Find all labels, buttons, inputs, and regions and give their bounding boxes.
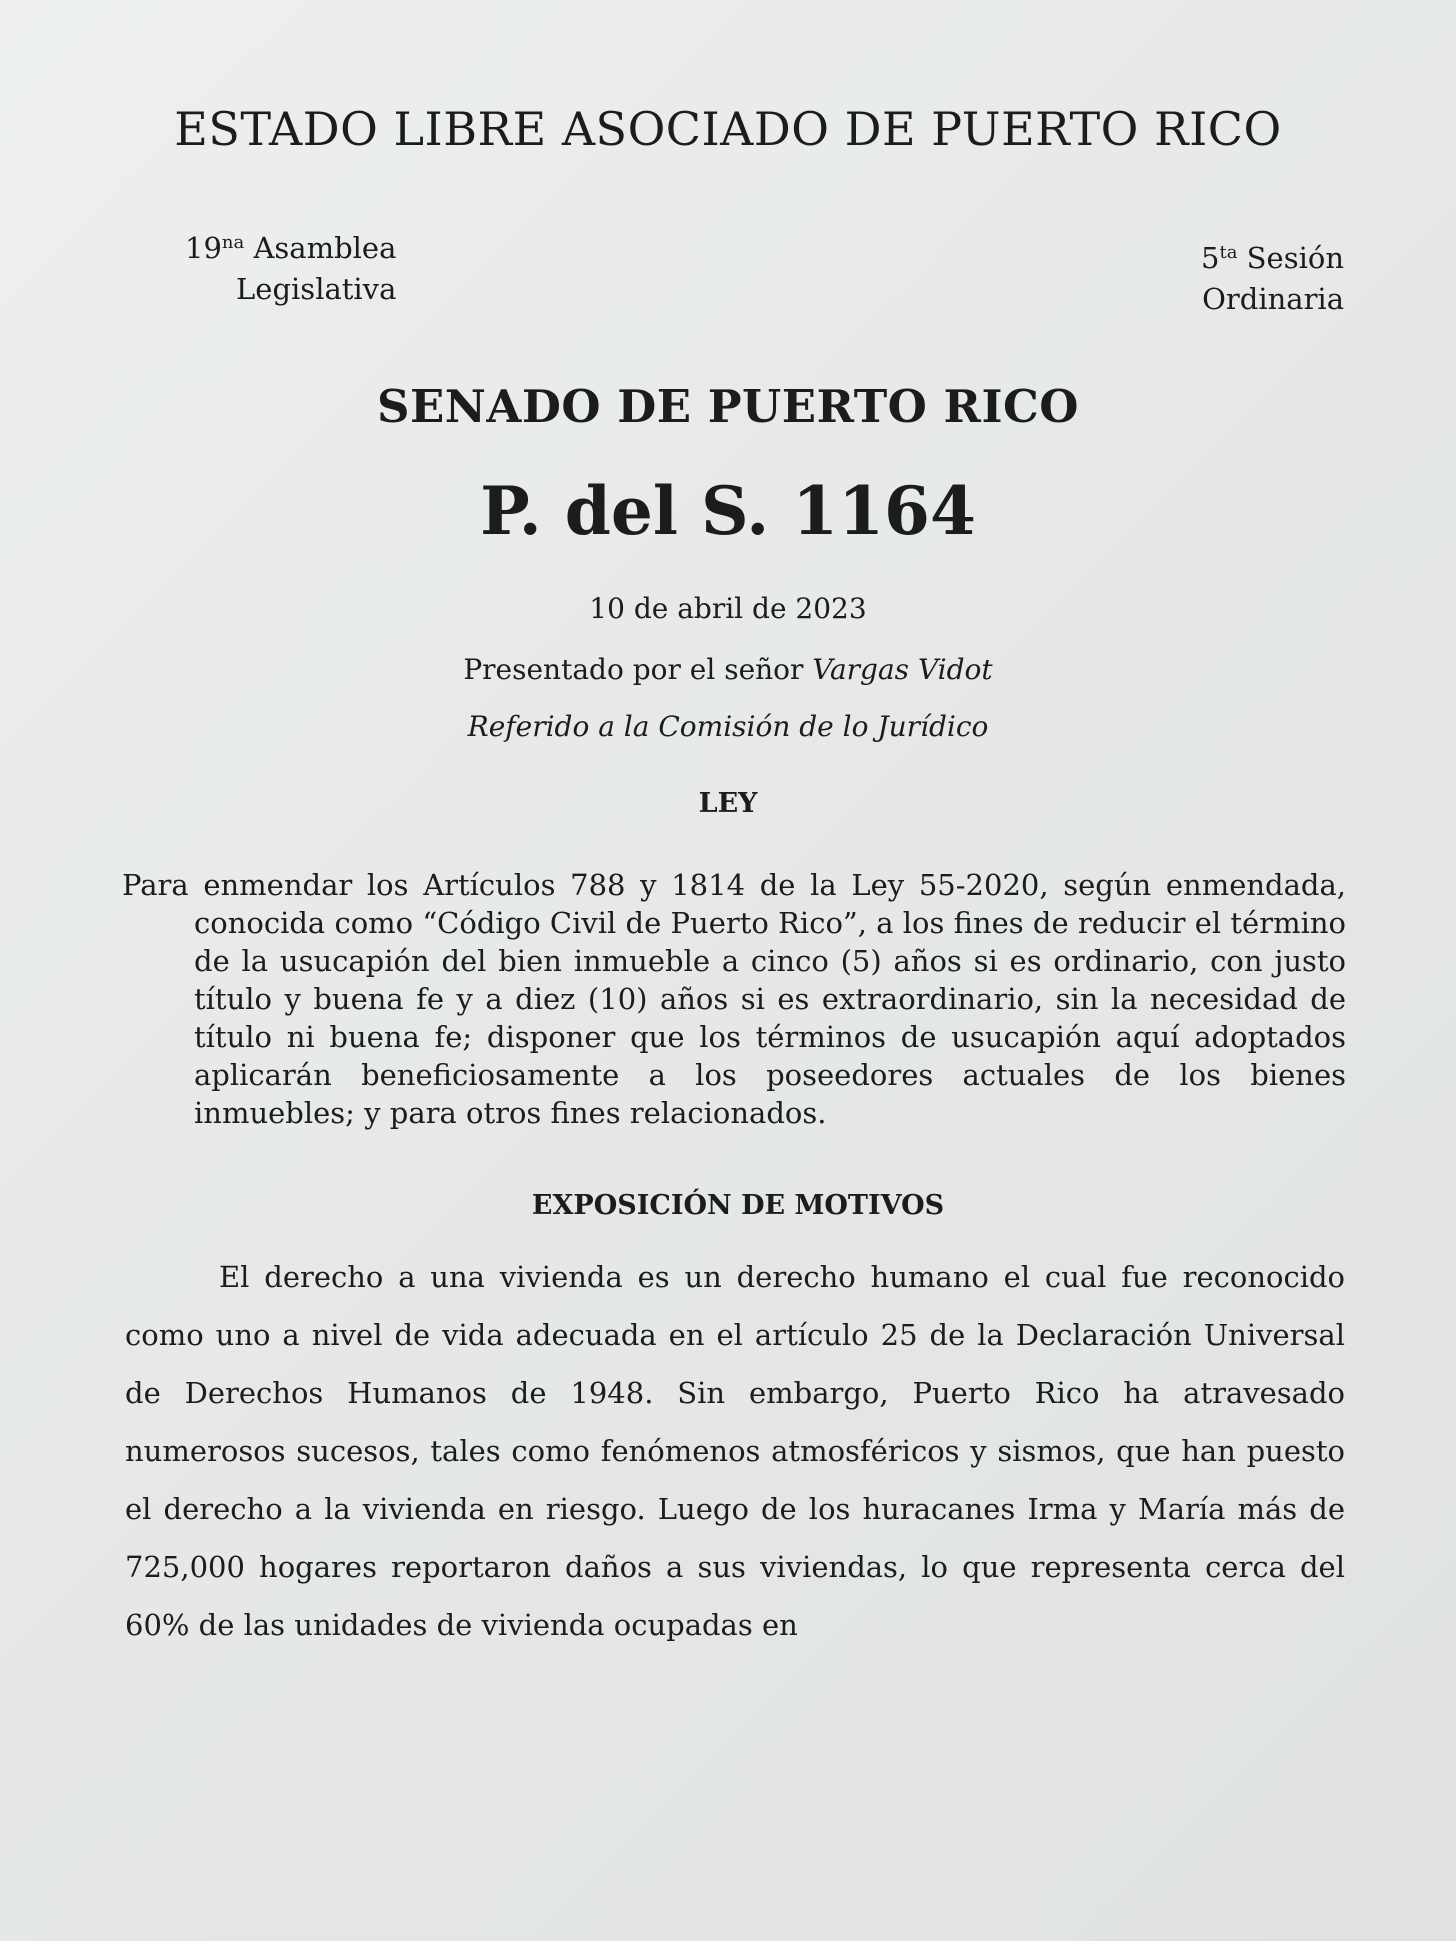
state-title: ESTADO LIBRE ASOCIADO DE PUERTO RICO [174,102,1282,156]
session-line-2: Ordinaria [1202,282,1344,316]
assembly-suffix: na [221,232,245,253]
session-line-1 [1201,238,1344,279]
chamber-title: SENADO DE PUERTO RICO [376,380,1080,433]
sponsor-name: Vargas Vidot [812,653,993,686]
presented-by-line [0,653,1456,686]
assembly-line-1 [185,228,396,269]
motives-paragraph: El derecho a una vivienda es un derecho humano el cual fue reconocido como uno a nivel de vida adecuada en el artículo 25 de la Declaración Universal de Derechos Humanos de 1948. Sin embargo, Puerto Rico ha atravesado numerosos sucesos, tales como fenómenos atmosféricos y sismos, que han puesto el derecho a la vivienda en riesgo. Luego de los huracanes Irma y María más de 725,000 hogares reportaron daños a sus viviendas, lo que representa cerca del 60% de las unidades de vivienda ocupadas en [125,1260,1345,1642]
session-number: 5 [1201,241,1220,275]
session-suffix: ta [1219,242,1238,263]
assembly-label [185,228,396,310]
referred-line: Referido a la Comisión de lo Jurídico [467,710,989,743]
bill-number: P. del S. 1164 [480,472,976,550]
session-label [1201,238,1344,320]
motives-heading: EXPOSICIÓN DE MOTIVOS [531,1190,945,1221]
bill-date: 10 de abril de 2023 [589,592,867,625]
presented-prefix: Presentado por el señor [463,653,804,686]
bill-type: LEY [698,788,758,819]
assembly-line-2: Legislativa [236,272,397,306]
bill-summary: Para enmendar los Artículos 788 y 1814 de la Ley 55-2020, según enmendada, conocida como “Código Civil de Puerto Rico”, a los fines de reducir el término de la usucapión del bien inmueble a cinco (5) años si es ordinario, con justo título y buena fe y a diez (10) años si es extraordinario, sin la necesidad de título ni buena fe; disponer que los términos de usucapión aquí adoptados aplicarán beneficiosamente a los poseedores actuales de los bienes inmuebles; y para otros fines relacionados. [122,868,1346,1130]
assembly-number: 19 [185,231,222,265]
assembly-word: Asamblea [253,231,397,265]
session-word: Sesión [1246,241,1344,275]
